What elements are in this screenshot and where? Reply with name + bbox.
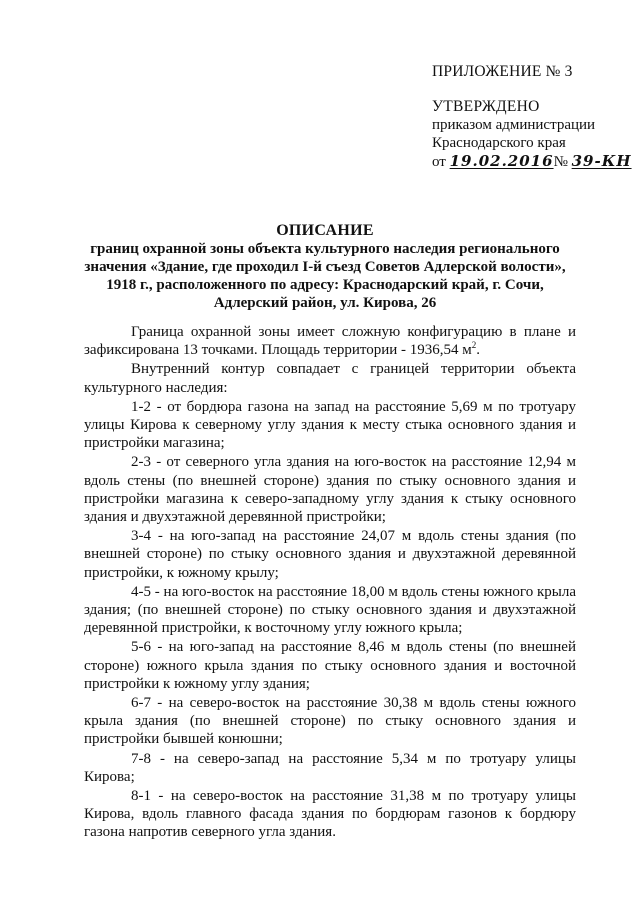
- paragraph-segment-5-6: 5-6 - на юго-запад на расстояние 8,46 м вдоль стены (по внешней стороне) южного крыла здания по стыку основного здания и восточной пристройки к южному углу здания;: [84, 639, 576, 692]
- paragraph-segment-8-1: 8-1 - на северо-восток на расстояние 31,38 м по тротуару улицы Кирова, вдоль главного фасада здания по бордюрам газонов к бордюру газона напротив северного угла здания.: [84, 788, 576, 841]
- paragraph-segment-1-2: 1-2 - от бордюра газона на запад на расстояние 5,69 м по тротуару улицы Кирова к северному углу здания к месту стыка основного здания и пристройки магазина;: [84, 398, 576, 452]
- intro-text: Граница охранной зоны имеет сложную конфигурацию в плане и зафиксирована 13 точками. Площадь территории - 1936,54 м: [84, 324, 576, 359]
- paragraph-segment-3-4: 3-4 - на юго-запад на расстояние 24,07 м вдоль стены здания (по внешней стороне) по стыку основного здания и двухэтажной деревянной пристройки, к южному крылу;: [84, 528, 576, 581]
- intro-text-end: .: [476, 342, 481, 359]
- number-prefix: №: [553, 154, 568, 170]
- handwritten-date: 19.02.2016: [449, 152, 554, 170]
- area-superscript: 2: [471, 340, 477, 351]
- document-subtitle: границ охранной зоны объекта культурного наследия регионального значения «Здание, где проходил I-й съезд Советов Адлерской волости», 1918 г., расположенного по адресу: Краснодарский край, г. Сочи, Адлерский район, ул. Кирова, 26: [84, 241, 566, 311]
- date-prefix: от: [432, 154, 446, 170]
- approved-heading: УТВЕРЖДЕНО: [432, 98, 540, 115]
- order-line-2: Краснодарского края: [432, 135, 566, 151]
- document-title: ОПИСАНИЕ: [276, 222, 374, 239]
- paragraph-segment-2-3: 2-3 - от северного угла здания на юго-восток на расстояние 12,94 м вдоль стены (по внешней стороне) здания по стыку основного здания и пристройки магазина к северо-западному углу здания к стыку основного здания и двухэтажной деревянной пристройки;: [84, 454, 576, 526]
- approval-block: [432, 98, 632, 171]
- appendix-label: ПРИЛОЖЕНИЕ № 3: [432, 63, 573, 80]
- document-body: [84, 323, 576, 843]
- handwritten-number: 39-КН: [571, 152, 632, 170]
- document-title-block: [80, 222, 570, 312]
- paragraph-segment-6-7: 6-7 - на северо-восток на расстояние 30,38 м вдоль стены южного крыла здания (по внешней стороне) по стыку основного здания и пристройки бывшей конюшни;: [84, 695, 576, 748]
- paragraph-segment-7-8: 7-8 - на северо-запад на расстояние 5,34 м по тротуару улицы Кирова;: [84, 750, 576, 785]
- paragraph-segment-4-5: 4-5 - на юго-восток на расстояние 18,00 м вдоль стены южного крыла здания; (по внешней стороне) по стыку основного здания и двухэтажной деревянной пристройки, к восточному углу южного крыла;: [84, 583, 576, 637]
- paragraph-inner-contour: Внутренний контур совпадает с границей территории объекта культурного наследия:: [84, 361, 576, 396]
- order-date-line: [432, 152, 632, 171]
- order-line-1: приказом администрации: [432, 117, 596, 133]
- intro-paragraph: [84, 323, 576, 359]
